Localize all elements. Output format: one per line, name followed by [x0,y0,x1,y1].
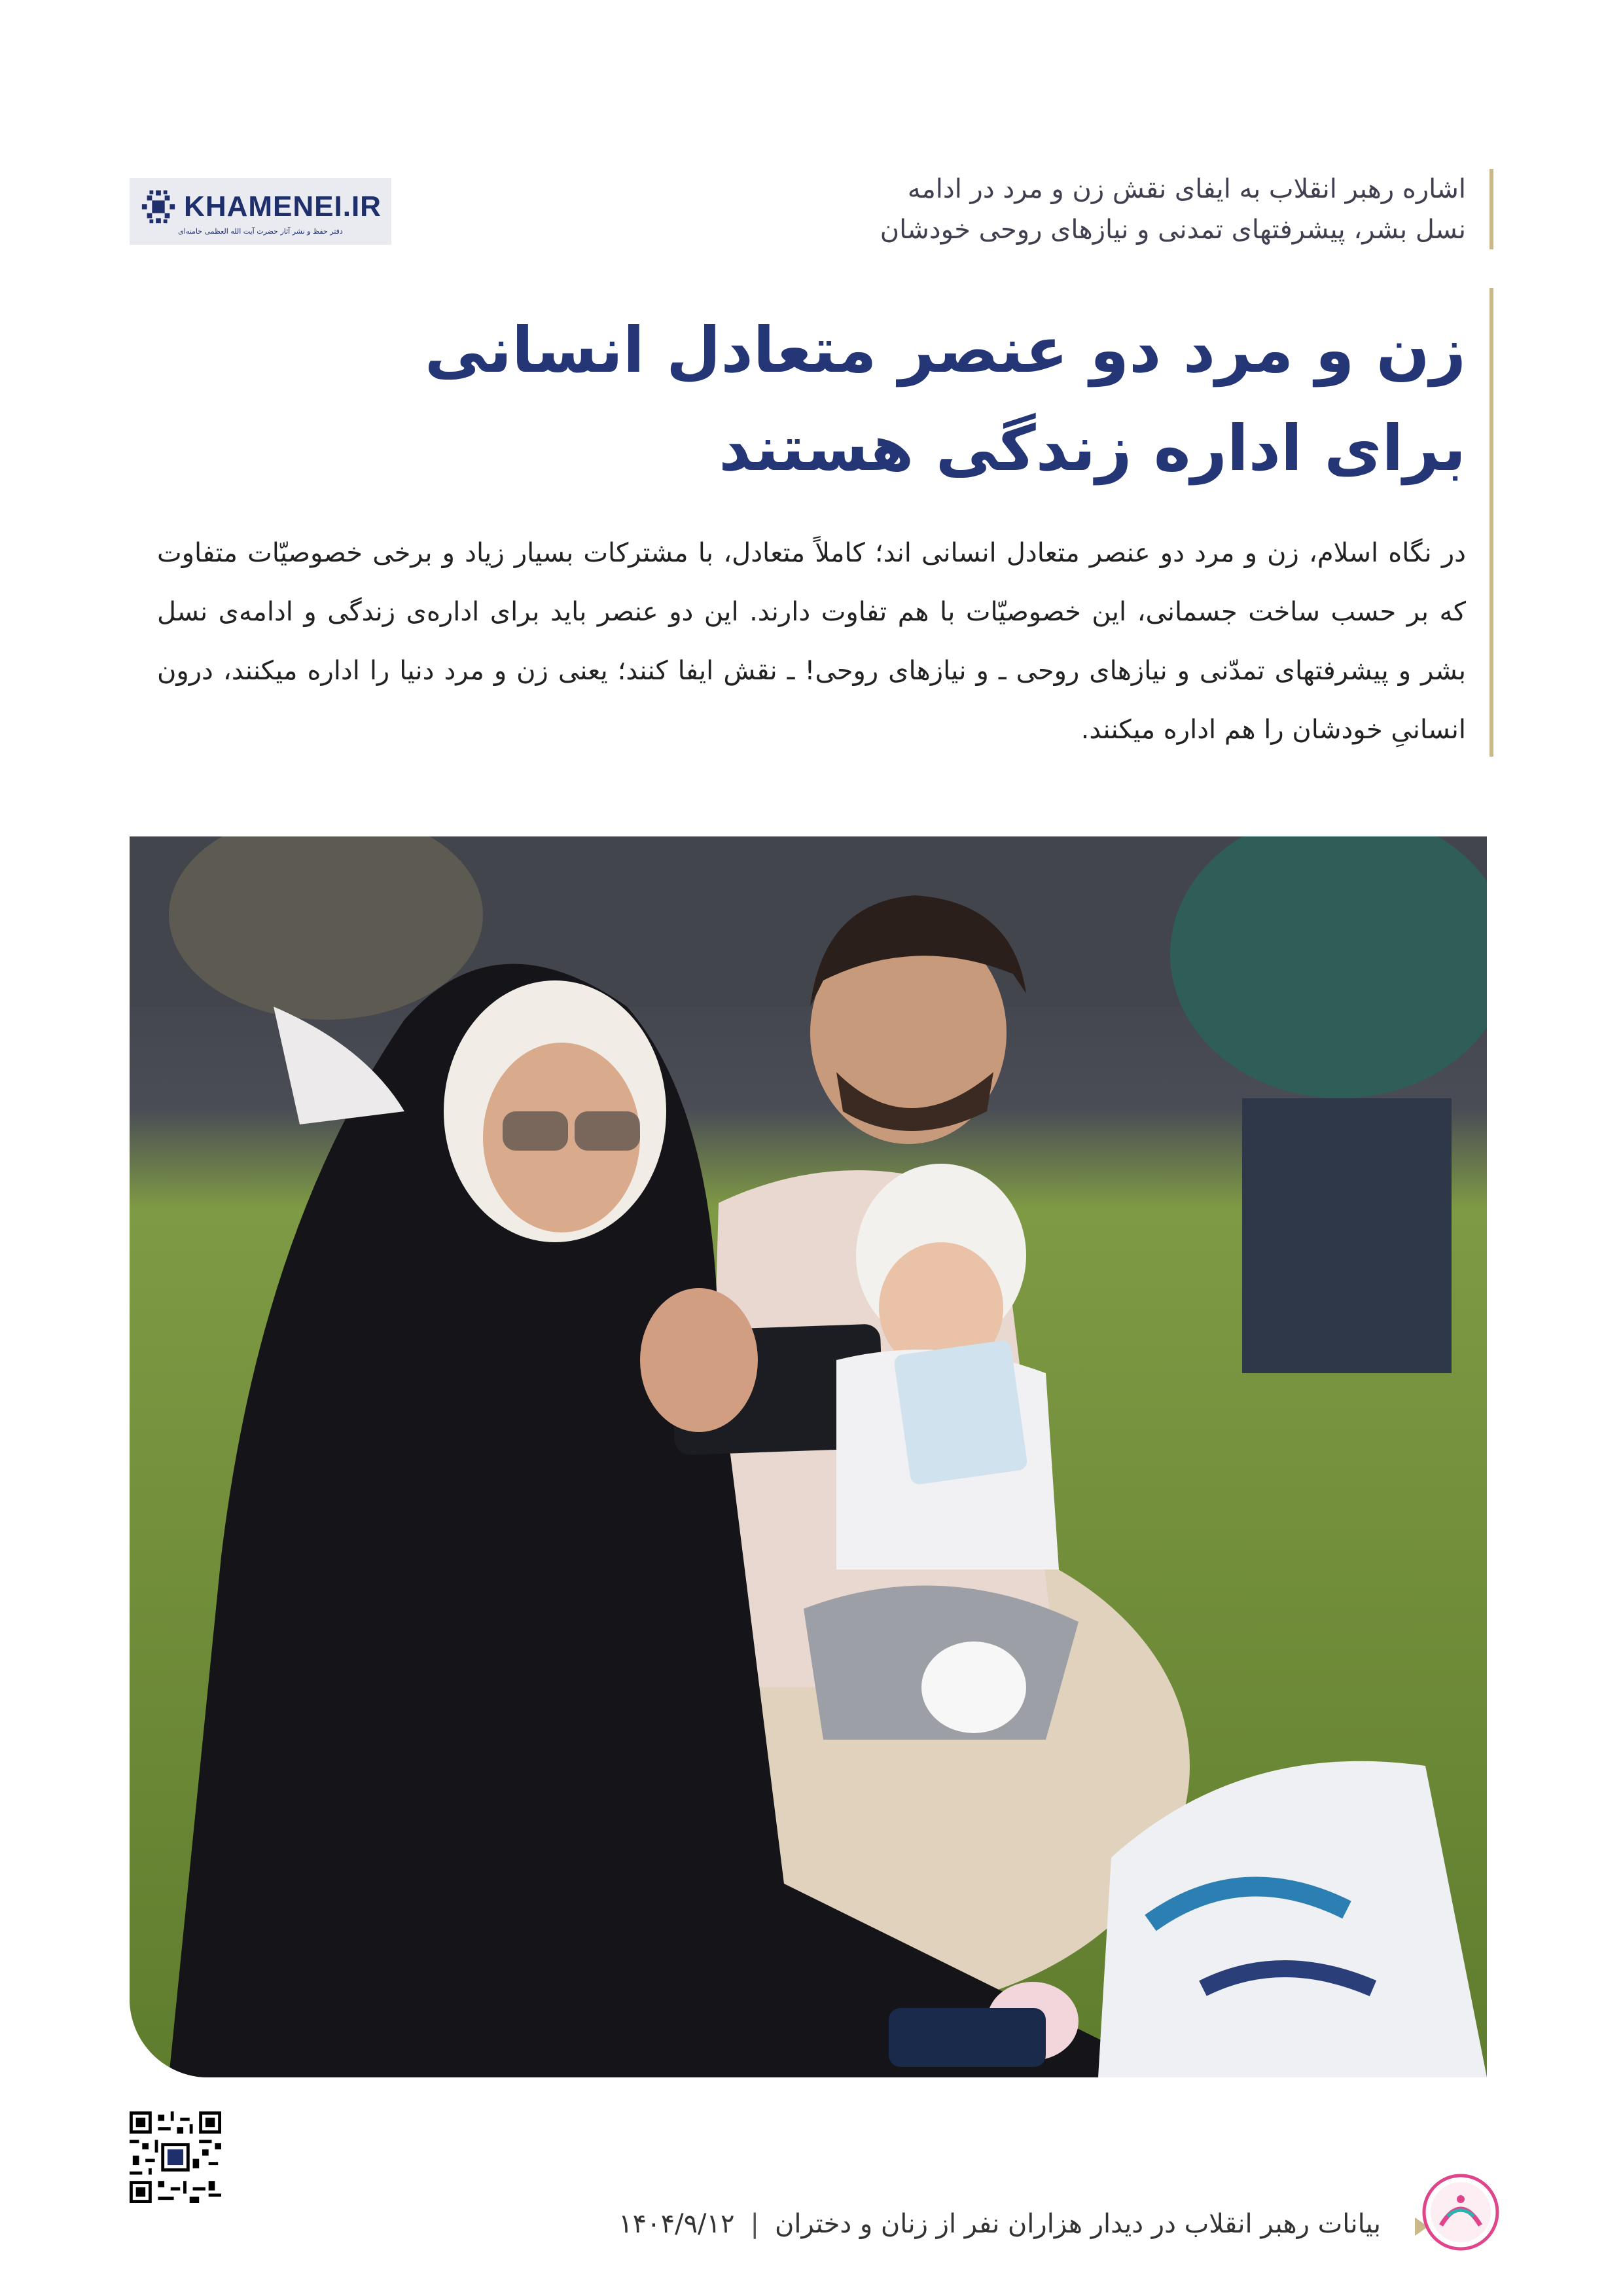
logo-subtext: دفتر حفظ و نشر آثار حضرت آیت الله العظمی خامنه‌ای [178,226,343,236]
title-line-2: برای اداره زندگی هستند [719,412,1466,485]
footer-source: بیانات رهبر انقلاب در دیدار هزاران نفر از زنان و دختران [774,2209,1381,2239]
subtitle-accent-bar [1489,169,1493,249]
logo-text: KHAMENEI.IR [184,190,382,223]
body-paragraph: در نگاه اسلام، زن و مرد دو عنصر متعادل انسانی اند؛ کاملاً متعادل، با مشترکات بسیار زیاد و برخی خصوصیّات متفاوت که بر حسب ساخت جسمانی، این خصوصیّات با هم تفاوت دارند. این دو عنصر باید برای اداره‌ی زندگی و ادامه‌ی نسل بشر و پیشرفتهای تمدّنی و نیازهای روحی ـ و نیازهای روحی! ـ نقش ایفا کنند؛ یعنی زن و مرد دنیا را اداره میکنند، درون انسانیِ خودشان را هم اداره میکنند. [157,538,1466,745]
subtitle [713,169,1466,250]
logo-mark-icon [139,188,177,226]
footer-date: ۱۴۰۴/۹/۱۲ [618,2209,735,2239]
family-selfie-photo [130,836,1487,2077]
calligraphy-emblem-icon [1421,2173,1500,2251]
footer-separator: | [750,2209,759,2239]
body-accent-bar [1489,288,1493,757]
qr-code-icon [130,2111,221,2203]
subtitle-line-1: اشاره رهبر انقلاب به ایفای نقش زن و مرد در ادامه [907,174,1466,204]
footer-caption [618,2209,1381,2239]
site-logo[interactable] [130,178,391,245]
title-line-1: زن و مرد دو عنصر متعادل انسانی [424,314,1466,387]
qr-code[interactable] [130,2111,221,2203]
page-title [223,301,1466,497]
subtitle-line-2: نسل بشر، پیشرفتهای تمدنی و نیازهای روحی خودشان [880,215,1466,245]
